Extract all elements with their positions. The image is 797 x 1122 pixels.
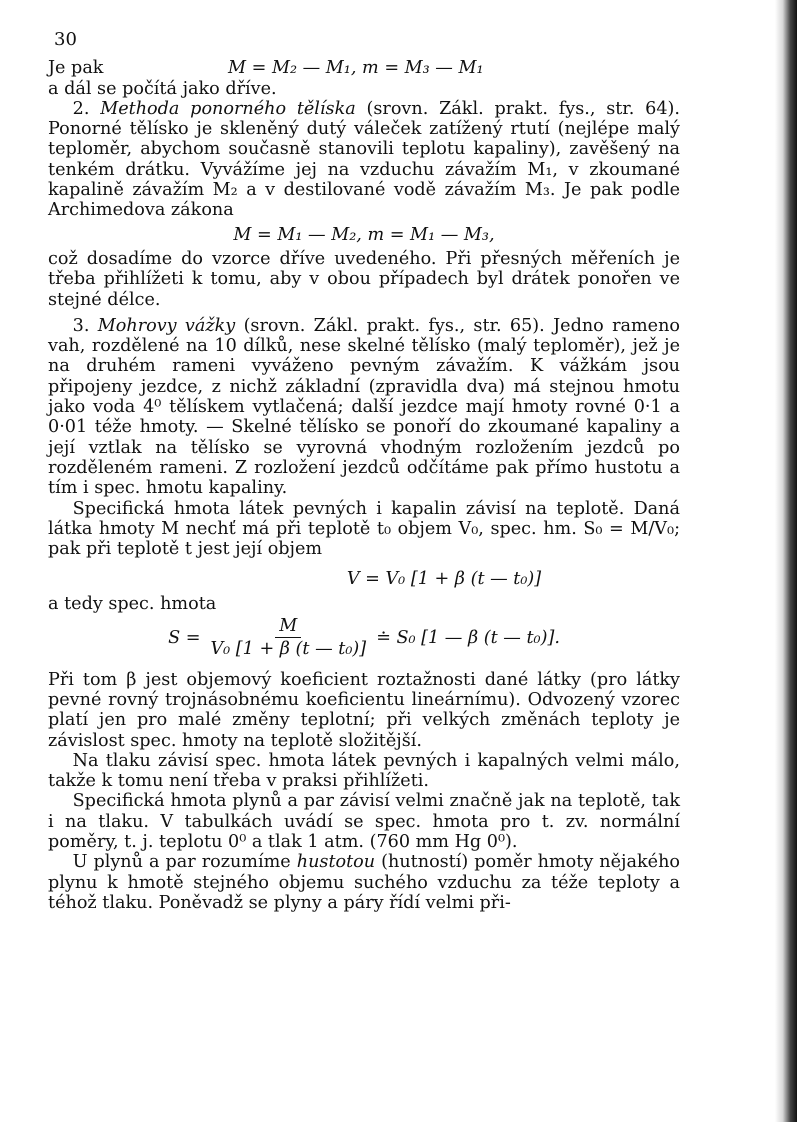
equation-mass-difference: M = M₂ — M₁, m = M₃ — M₁ [228, 58, 484, 79]
paragraph-pressure: Na tlaku závisí spec. hmota látek pevných i kapalných velmi málo, takže k tomu není třeba v praksi přihlížeti. [48, 750, 680, 792]
method-3-paragraph [48, 316, 680, 499]
equation-volume: V = V₀ [1 + β (t — t₀)] [346, 569, 542, 590]
paragraph-density-definition [48, 852, 680, 913]
paragraph-continue: a dál se počítá jako dříve. [48, 78, 277, 99]
paragraph-gases: Specifická hmota plynů a par závisí velmi značně jak na teplotě, tak i na tlaku. V tabulkách uvádí se spec. hmota pro t. zv. normální poměry, t. j. teplotu 0⁰ a tlak 1 atm. (760 mm Hg 0⁰). [48, 791, 680, 852]
intro-text: Je pak [48, 58, 104, 79]
paragraph-substitution: což dosadíme do vzorce dříve uvedeného. Při přesných měřeních je třeba přihlížeti k tomu, aby v obou případech byl drátek ponořen ve stejné délce. [48, 248, 680, 310]
method-2-paragraph [48, 99, 680, 221]
page-number: 30 [54, 29, 77, 50]
fraction [206, 616, 370, 660]
paragraph-spec-mass-intro: a tedy spec. hmota [48, 593, 217, 614]
equation-spec-mass [48, 616, 680, 660]
method-2-text: (srovn. Zákl. prakt. fys., str. 64). Ponorné tělísko je skleněný dutý váleček zatížený rtutí (nejlépe malý teploměr, abychom současně stanovili teplotu kapaliny), zavěšený na tenkém drátku. Vyvážíme jej na vzduchu závažím M₁, v zkoumané kapalině závažím M₂ a v destilované vodě závažím M₃. Je pak podle Archimedova zákona [48, 98, 680, 221]
fraction-denominator: V₀ [1 + β (t — t₀)] [210, 639, 367, 660]
method-3-text: (srovn. Zákl. prakt. fys., str. 65). Jedno rameno vah, rozdělené na 10 dílků, nese skelné tělísko (malý teploměr), jež je na druhém rameni vyváženo pevným závažím. K vážkám jsou připojeny jezdce, z nichž základní (zpravidla dva) má stejnou hmotu jako voda 4⁰ tělískem vytlačená; další jezdce mají hmoty rovné 0·1 a 0·01 téže hmoty. — Skelné tělísko se ponoří do zkoumané kapaliny a její vztlak na tělísko se vyrovná vhodným rozložením jezdců po rozděleném rameni. Z rozložení jezdců odčítáme pak přímo hustotu a tím i spec. hmotu kapaliny. [48, 315, 681, 499]
method-2-title: Methoda ponorného tělíska [100, 98, 356, 119]
fraction-numerator: M [275, 616, 301, 638]
method-3-number: 3. [72, 315, 90, 336]
book-page [48, 30, 680, 913]
equation-rhs: ≐ S₀ [1 — β (t — t₀)]. [376, 627, 560, 648]
density-text-a: U plynů a par rozumíme [72, 852, 297, 873]
paragraph-temperature-dependence: Specifická hmota látek pevných i kapalin závisí na teplotě. Daná látka hmoty M nechť má při teplotě t₀ objem V₀, spec. hm. S₀ = M/V₀; pak při teplotě t jest její objem [48, 498, 680, 560]
density-term: hustotou [296, 852, 376, 873]
method-2-number: 2. [72, 98, 90, 119]
equation-archimedes: M = M₁ — M₂, m = M₁ — M₃, [233, 224, 495, 245]
first-equation-row [48, 58, 680, 78]
book-spine-shadow [775, 0, 797, 1122]
equation-lhs: S = [168, 627, 201, 648]
density-text-b: (hutností) poměr hmoty nějakého plynu k hmotě stejného objemu suchého vzduchu za téže teploty a téhož tlaku. Poněvadž se plyny a páry řídí velmi při- [48, 852, 680, 913]
method-3-title: Mohrovy vážky [97, 315, 236, 336]
paragraph-beta-coefficient: Při tom β jest objemový koeficient roztažnosti dané látky (pro látky pevné rovný trojnásobnému koeficientu lineárnímu). Odvozený vzorec platí jen pro malé změny teplotní; při velkých změnách teploty je závislost spec. hmoty na teplotě složitější. [48, 669, 680, 751]
